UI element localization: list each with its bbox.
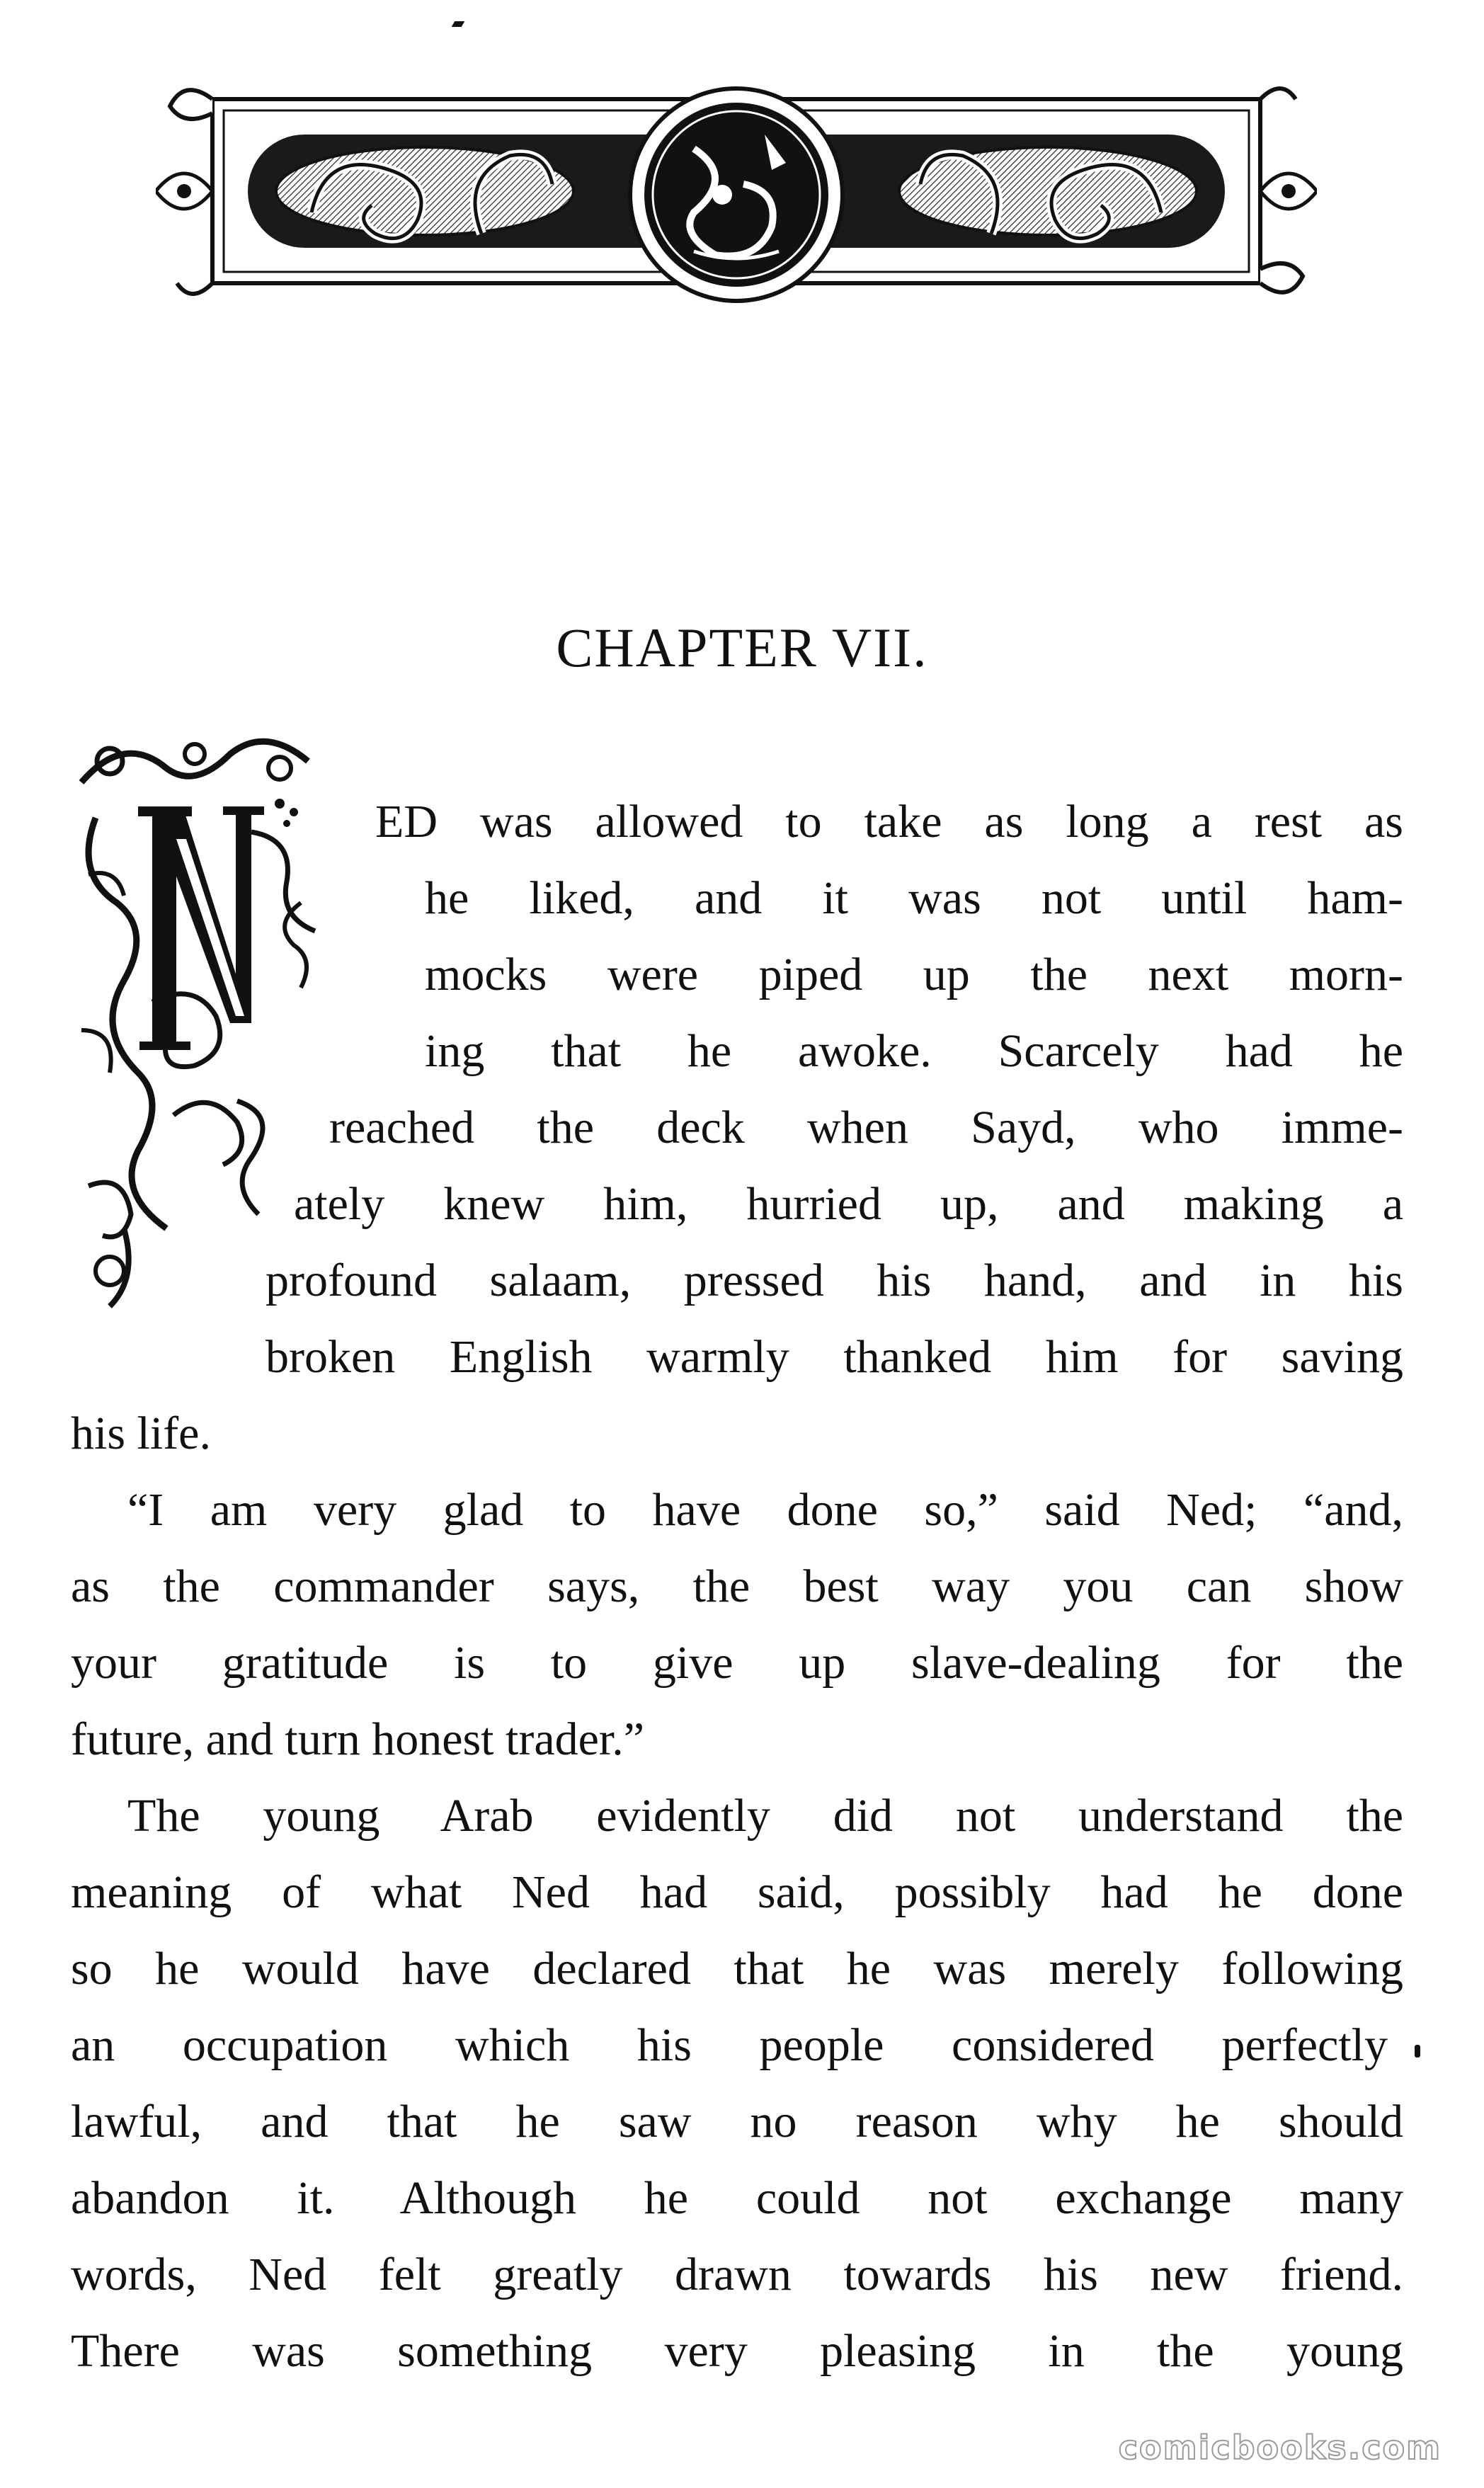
text-line: profound salaam, pressed his hand, and in his bbox=[266, 1255, 1403, 1306]
text-line: ately knew him, hurried up, and making a bbox=[294, 1178, 1403, 1230]
text-line: broken English warmly thanked him for saving bbox=[266, 1331, 1403, 1383]
chapter-title: CHAPTER VII. bbox=[556, 617, 928, 678]
text-line: There was something very pleasing in the young bbox=[71, 2325, 1403, 2377]
ink-speck bbox=[1415, 2045, 1420, 2058]
text-line: his life. bbox=[71, 1408, 211, 1459]
text-line: an occupation which his people considered perfectly bbox=[71, 2019, 1388, 2071]
drop-cap-letter-n bbox=[67, 733, 379, 1320]
watermark: comicbooks.com bbox=[1118, 2429, 1442, 2467]
text-line: he liked, and it was not until ham- bbox=[425, 872, 1403, 924]
text-line: your gratitude is to give up slave-dealing for the bbox=[71, 1637, 1403, 1689]
text-line: reached the deck when Sayd, who imme- bbox=[329, 1102, 1403, 1153]
text-line: mocks were piped up the next morn- bbox=[425, 949, 1403, 1000]
text-line: The young Arab evidently did not understand the bbox=[127, 1790, 1403, 1842]
text-line: meaning of what Ned had said, possibly had he done bbox=[71, 1866, 1403, 1918]
text-line: “I am very glad to have done so,” said Ned; “and, bbox=[127, 1484, 1403, 1536]
text-line: ing that he awoke. Scarcely had he bbox=[425, 1025, 1403, 1077]
text-line: as the commander says, the best way you can show bbox=[71, 1560, 1403, 1612]
text-line: future, and turn honest trader.” bbox=[71, 1713, 645, 1765]
text-line: lawful, and that he saw no reason why he should bbox=[71, 2096, 1403, 2147]
text-line: ED was allowed to take as long a rest as bbox=[375, 796, 1403, 848]
text-line: abandon it. Although he could not exchange many bbox=[71, 2172, 1403, 2224]
ink-speck bbox=[452, 21, 465, 27]
headpiece-ornament bbox=[156, 71, 1317, 326]
text-line: so he would have declared that he was merely following bbox=[71, 1943, 1403, 1995]
text-line: words, Ned felt greatly drawn towards his new friend. bbox=[71, 2249, 1403, 2300]
